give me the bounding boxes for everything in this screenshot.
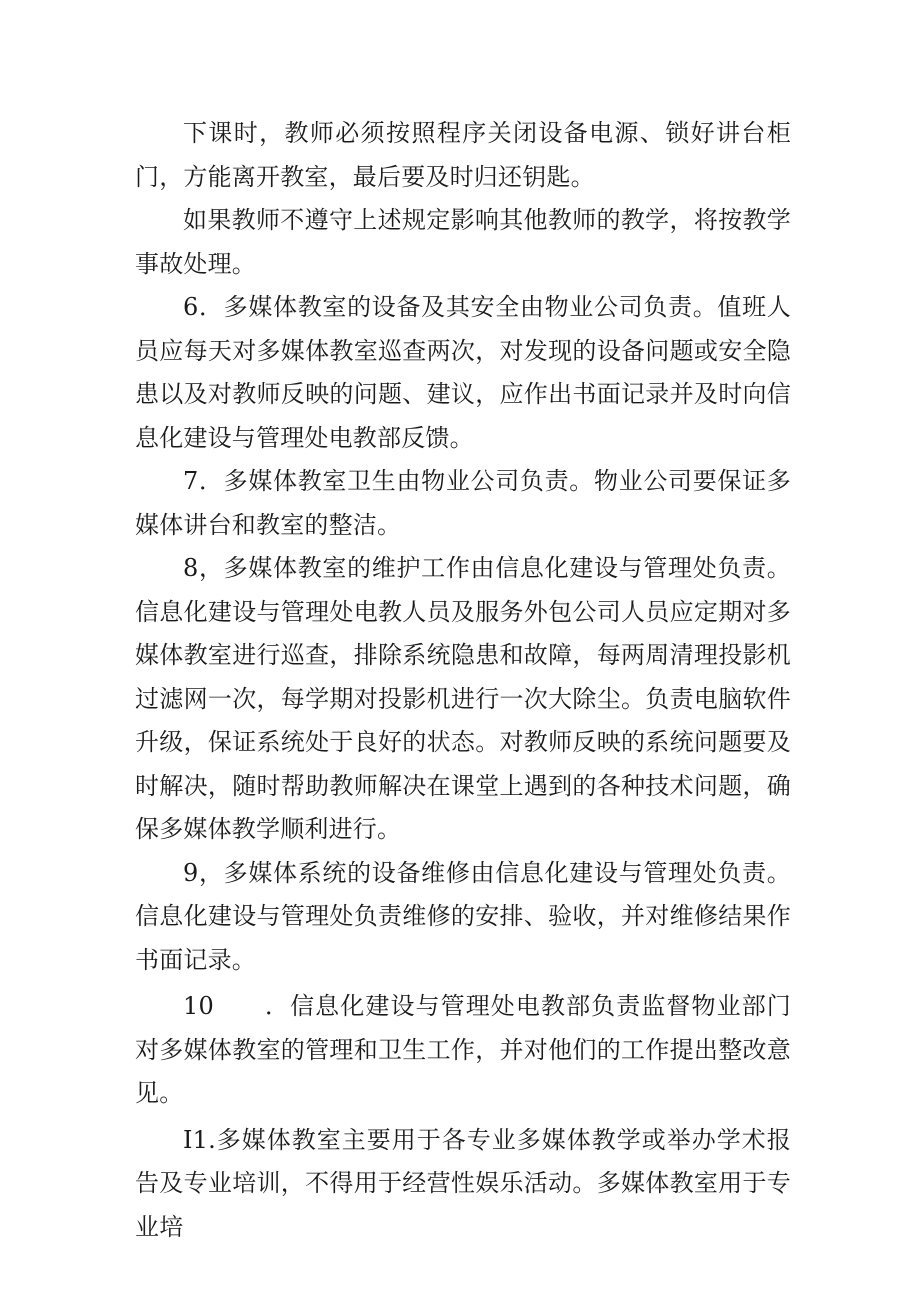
- paragraph-item-6: 6．多媒体教室的设备及其安全由物业公司负责。值班人员应每天对多媒体教室巡查两次，对发现的设备问题或安全隐患以及对教师反映的问题、建议，应作出书面记录并及时向信息化建设与管理处电教部反馈。: [135, 293, 791, 452]
- paragraph-item-11: I1.多媒体教室主要用于各专业多媒体教学或举办学术报告及专业培训，不得用于经营性娱乐活动。多媒体教室用于专业培: [135, 1125, 791, 1241]
- paragraph-violation: 如果教师不遵守上述规定影响其他教师的教学，将按教学事故处理。: [135, 206, 791, 278]
- paragraph-item-8: 8，多媒体教室的维护工作由信息化建设与管理处负责。信息化建设与管理处电教人员及服务外包公司人员应定期对多媒体教室进行巡查，排除系统隐患和故障，每两周清理投影机过滤网一次，每学期对投影机进行一次大除尘。负责电脑软件升级，保证系统处于良好的状态。对教师反映的系统问题要及时解决，随时帮助教师解决在课堂上遇到的各种技术问题，确保多媒体教学顺利进行。: [135, 554, 791, 843]
- paragraph-item-7: 7．多媒体教室卫生由物业公司负责。物业公司要保证多媒体讲台和教室的整洁。: [135, 467, 791, 539]
- paragraph-class-closing: 下课时，教师必须按照程序关闭设备电源、锁好讲台柜门，方能离开教室，最后要及时归还钥匙。: [135, 119, 791, 191]
- paragraph-item-10: 10 ．信息化建设与管理处电教部负责监督物业部门对多媒体教室的管理和卫生工作，并对他们的工作提出整改意见。: [135, 992, 791, 1107]
- paragraph-item-9: 9，多媒体系统的设备维修由信息化建设与管理处负责。信息化建设与管理处负责维修的安排、验收，并对维修结果作书面记录。: [135, 858, 791, 974]
- document-body: [135, 112, 791, 1249]
